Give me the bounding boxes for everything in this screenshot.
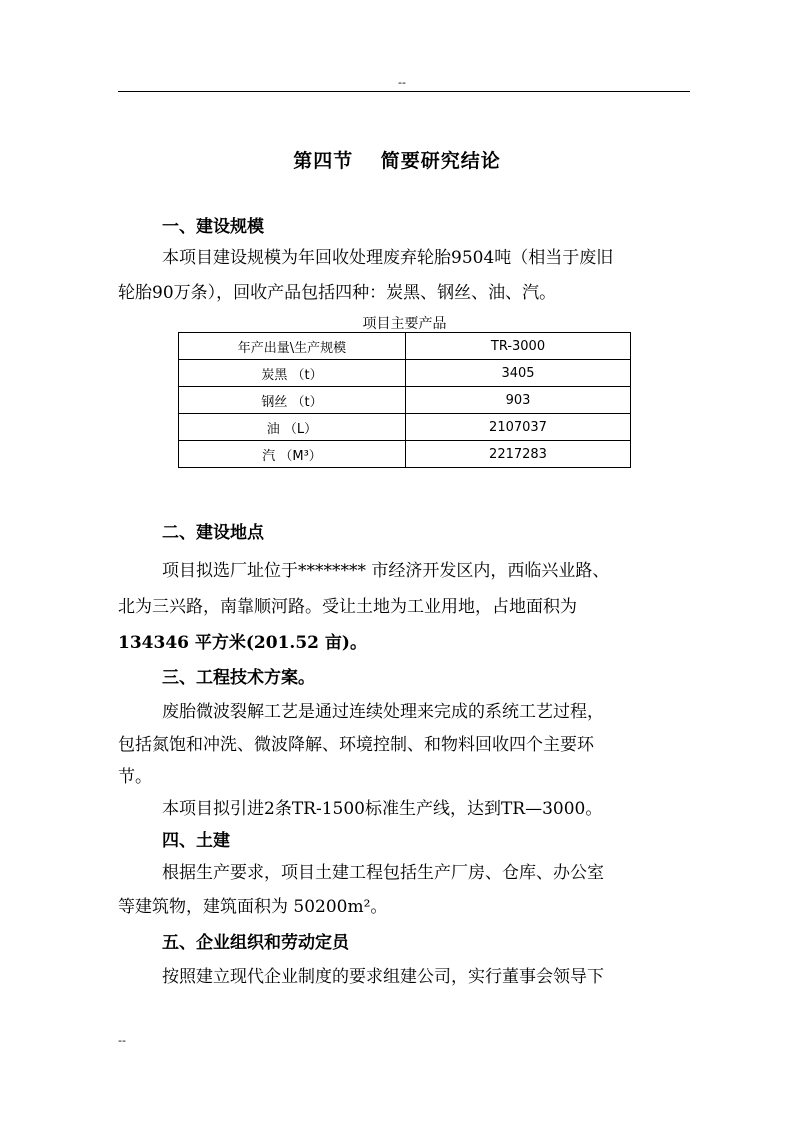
paragraph-line: 本项目建设规模为年回收处理废弃轮胎9504吨（相当于废旧 — [162, 248, 614, 268]
table-cell: 3405 — [406, 360, 631, 387]
table-cell: 炭黑 （t） — [179, 360, 406, 387]
heading-technical-plan: 三、工程技术方案。 — [162, 668, 315, 688]
table-caption: 项目主要产品 — [362, 316, 447, 332]
paragraph-line: 北为三兴路，南靠顺河路。受让土地为工业用地，占地面积为 — [118, 597, 577, 617]
table-cell: 汽 （M³） — [179, 441, 406, 468]
table-cell: 2217283 — [406, 441, 631, 468]
paragraph-line: 节。 — [118, 767, 152, 787]
footer-mark: -- — [118, 1034, 126, 1047]
table-row — [179, 360, 631, 387]
table-row — [179, 387, 631, 414]
table-row — [179, 414, 631, 441]
paragraph-line: 包括氮饱和冲洗、微波降解、环境控制、和物料回收四个主要环 — [118, 735, 594, 755]
paragraph-line: 根据生产要求，项目土建工程包括生产厂房、仓库、办公室 — [162, 863, 604, 883]
table-row — [179, 441, 631, 468]
paragraph-line: 项目拟选厂址位于******** 市经济开发区内，西临兴业路、 — [162, 561, 610, 581]
table-cell: 钢丝 （t） — [179, 387, 406, 414]
product-table — [178, 332, 631, 468]
paragraph-line: 轮胎90万条），回收产品包括四种：炭黑、钢丝、油、汽。 — [118, 283, 557, 303]
paragraph-line: 134346 平方米(201.52 亩)。 — [118, 633, 367, 653]
paragraph-line: 废胎微波裂解工艺是通过连续处理来完成的系统工艺过程， — [162, 702, 604, 722]
heading-construction-scale: 一、建设规模 — [162, 217, 264, 237]
section-title: 第四节 简要研究结论 — [293, 150, 501, 172]
paragraph-line: 按照建立现代企业制度的要求组建公司，实行董事会领导下 — [162, 967, 604, 987]
heading-civil-works: 四、土建 — [162, 831, 230, 851]
heading-organization-staffing: 五、企业组织和劳动定员 — [162, 933, 349, 953]
table-cell: 903 — [406, 387, 631, 414]
table-cell: TR-3000 — [406, 333, 631, 360]
heading-construction-site: 二、建设地点 — [162, 523, 264, 543]
table-cell: 2107037 — [406, 414, 631, 441]
paragraph-line: 本项目拟引进2条TR-1500标准生产线，达到TR—3000。 — [162, 799, 603, 819]
table-row — [179, 333, 631, 360]
table-cell: 油 （L） — [179, 414, 406, 441]
header-mark: -- — [398, 76, 406, 89]
paragraph-line: 等建筑物，建筑面积为 50200m²。 — [118, 897, 388, 917]
table-cell: 年产出量\生产规模 — [179, 333, 406, 360]
header-rule — [118, 91, 690, 92]
